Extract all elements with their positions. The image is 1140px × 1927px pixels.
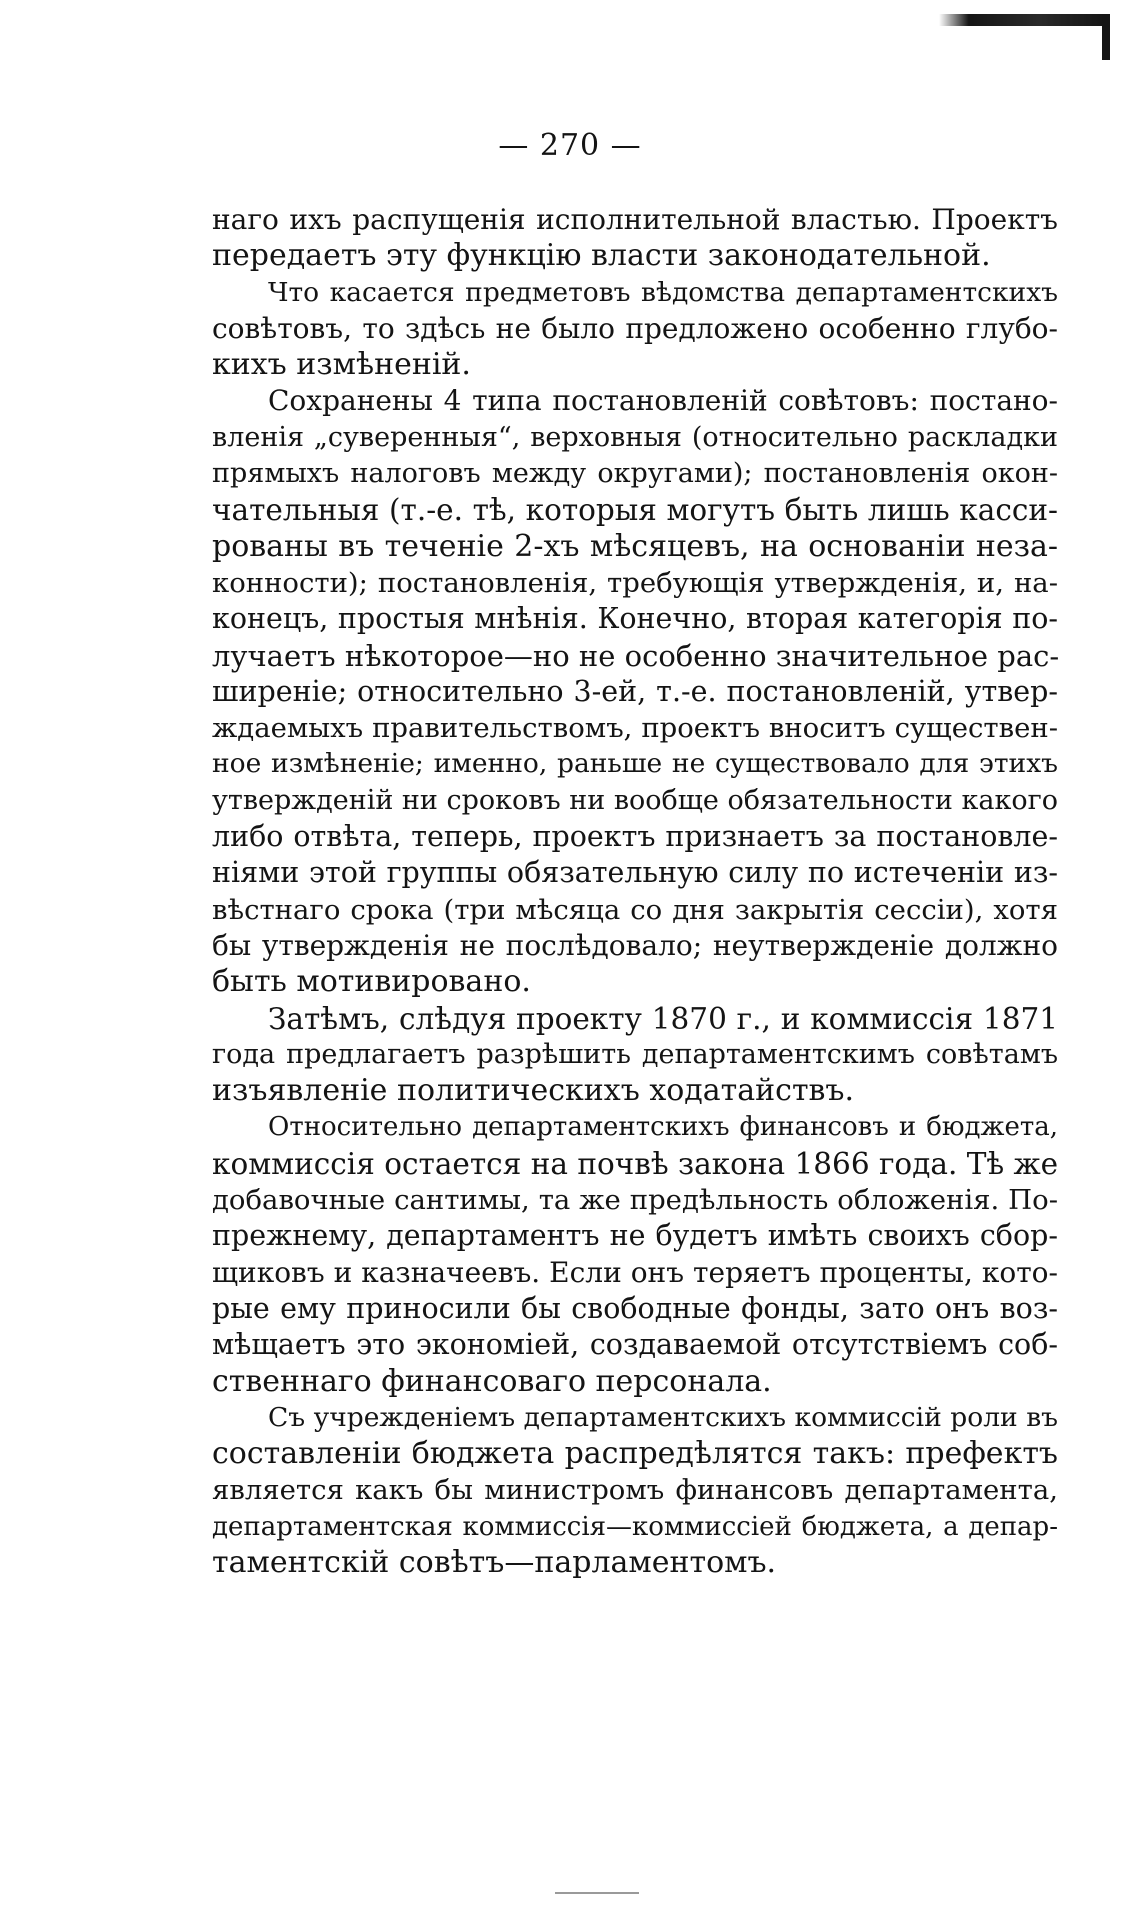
text-line: конецъ, простыя мнѣнія. Конечно, вторая категорія по- bbox=[212, 602, 1058, 636]
text-line: Съ учрежденіемъ департаментскихъ коммиссій роли въ bbox=[268, 1401, 1058, 1433]
page-number: — 270 — bbox=[498, 128, 642, 163]
text-line: кихъ измѣненій. bbox=[212, 347, 471, 383]
text-line: лучаетъ нѣкоторое—но не особенно значительное рас- bbox=[212, 638, 1060, 673]
text-line: является какъ бы министромъ финансовъ департамента, bbox=[212, 1474, 1058, 1507]
text-line: ное измѣненіе; именно, раньше не существовало для этихъ bbox=[212, 748, 1058, 780]
text-line: коммиссія остается на почвѣ закона 1866 года. Тѣ же bbox=[212, 1146, 1059, 1181]
text-line: ніями этой группы обязательную силу по истеченіи из- bbox=[212, 856, 1058, 890]
text-line: прямыхъ налоговъ между округами); постановленія окон- bbox=[212, 458, 1058, 490]
text-line: Сохранены 4 типа постановленій совѣтовъ: постано- bbox=[268, 384, 1058, 418]
text-line: таментскій совѣтъ—парламентомъ. bbox=[212, 1544, 777, 1580]
text-line: быть мотивировано. bbox=[212, 964, 531, 1000]
text-line: либо отвѣта, теперь, проектъ признаетъ за постановле- bbox=[212, 820, 1058, 854]
text-line: года предлагаетъ разрѣшить департаментскимъ совѣтамъ bbox=[212, 1038, 1058, 1070]
text-line: ственнаго финансоваго персонала. bbox=[212, 1363, 772, 1399]
text-line: департаментская коммиссія—коммиссіей бюджета, а депар- bbox=[212, 1511, 1058, 1542]
text-line: ширеніе; относительно 3-ей, т.-е. постановленій, утвер- bbox=[212, 674, 1058, 708]
text-line: Затѣмъ, слѣдуя проекту 1870 г., и коммиссія 1871 bbox=[268, 1001, 1058, 1036]
text-line: вленія „суверенныя“, верховныя (относительно раскладки bbox=[212, 421, 1058, 453]
text-line: вѣстнаго срока (три мѣсяца со дня закрытія сессіи), хотя bbox=[212, 893, 1058, 926]
text-line: прежнему, департаментъ не будетъ имѣть своихъ сбор- bbox=[212, 1219, 1058, 1253]
text-line: утвержденій ни сроковъ ни вообще обязательности какого bbox=[212, 784, 1058, 816]
body-text bbox=[212, 202, 1058, 1581]
text-line: совѣтовъ, то здѣсь не было предложено особенно глубо- bbox=[212, 311, 1058, 345]
text-line: изъявленіе политическихъ ходатайствъ. bbox=[212, 1073, 855, 1109]
text-line: ждаемыхъ правительствомъ, проектъ вноситъ существен- bbox=[212, 712, 1058, 745]
text-line: мѣщаетъ это экономіей, создаваемой отсутствіемъ соб- bbox=[212, 1328, 1058, 1362]
text-line: добавочные сантимы, та же предѣльность обложенія. По- bbox=[212, 1184, 1058, 1217]
text-line: щиковъ и казначеевъ. Если онъ теряетъ проценты, кото- bbox=[212, 1255, 1058, 1289]
text-line: наго ихъ распущенія исполнительной властью. Проектъ bbox=[212, 203, 1058, 236]
footer-rule bbox=[555, 1892, 639, 1894]
text-line: Относительно департаментскихъ финансовъ и бюджета, bbox=[268, 1112, 1058, 1143]
text-line: бы утвержденія не послѣдовало; неутвержденіе должно bbox=[212, 928, 1058, 962]
text-line: рые ему приносили бы свободные фонды, зато онъ воз- bbox=[212, 1291, 1058, 1325]
text-line: составленіи бюджета распредѣлятся такъ: префектъ bbox=[212, 1436, 1058, 1472]
scan-edge-mark bbox=[939, 14, 1104, 26]
text-line: рованы въ теченіе 2-хъ мѣсяцевъ, на основаніи неза- bbox=[212, 528, 1058, 564]
text-line: конности); постановленія, требующія утвержденія, и, на- bbox=[212, 566, 1058, 599]
text-line: Что касается предметовъ вѣдомства департаментскихъ bbox=[268, 276, 1058, 308]
text-line: передаетъ эту функцію власти законодательной. bbox=[212, 238, 991, 274]
text-line: чательныя (т.-е. тѣ, которыя могутъ быть лишь касси- bbox=[212, 493, 1058, 528]
